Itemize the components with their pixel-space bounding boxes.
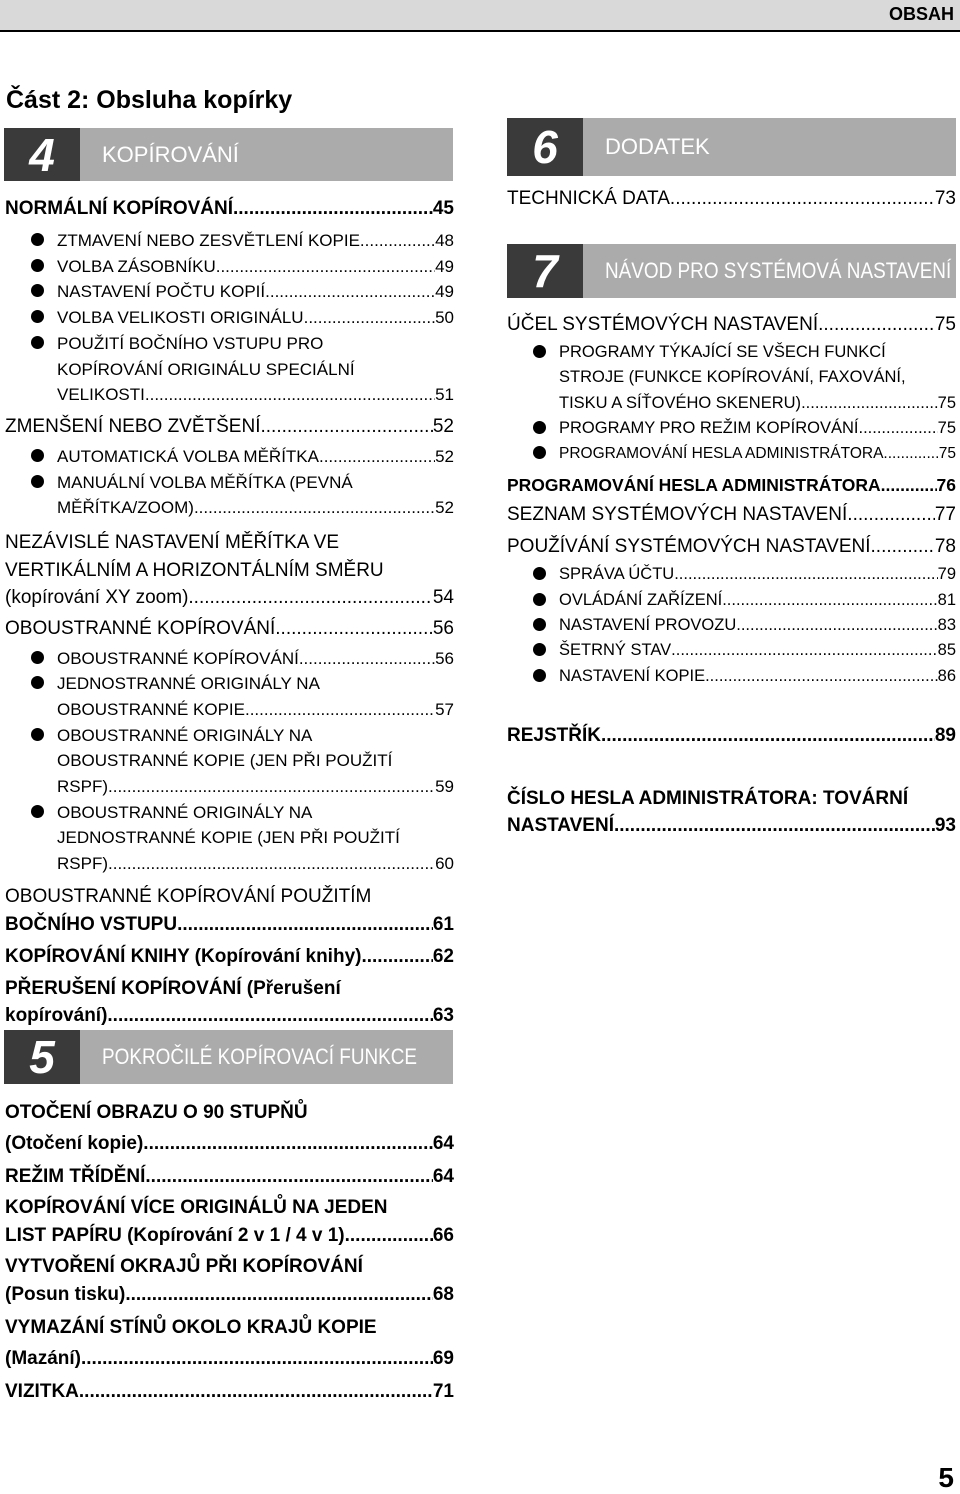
- bullet-icon: [31, 284, 44, 297]
- chapter-number: 5: [4, 1030, 80, 1084]
- chapter-title: POKROČILÉ KOPÍROVACÍ FUNKCE: [102, 1044, 418, 1069]
- toc-subentry[interactable]: POUŽITÍ BOČNÍHO VSTUPU PRO KOPÍROVÁNÍ ORIGINÁLU SPECIÁLNÍ VELIKOSTI ..... 51: [5, 331, 454, 408]
- toc-entry[interactable]: KOPÍROVÁNÍ VÍCE ORIGINÁLŮ NA JEDEN LIST PAPÍRU (Kopírování 2 v 1 / 4 v 1) ..... 66: [5, 1194, 454, 1250]
- toc-entry[interactable]: PŘERUŠENÍ KOPÍROVÁNÍ (Přerušení kopírování) ..... 63: [5, 975, 454, 1030]
- toc-subentry[interactable]: OBOUSTRANNÉ KOPÍROVÁNÍ ..... 56: [5, 646, 454, 672]
- toc-entry[interactable]: REŽIM TŘÍDĚNÍ ..... 64: [5, 1161, 454, 1192]
- toc-entry[interactable]: NORMÁLNÍ KOPÍROVÁNÍ ..... 45: [5, 196, 454, 222]
- page-number: 5: [938, 1462, 954, 1493]
- toc-subentry[interactable]: ŠETRNÝ STAV ..... 85: [507, 638, 956, 663]
- chapter-title: KOPÍROVÁNÍ: [102, 141, 239, 167]
- toc-subentry[interactable]: VOLBA ZÁSOBNÍKU ..... 49: [5, 254, 454, 280]
- bullet-icon: [533, 345, 546, 358]
- toc-entry[interactable]: NEZÁVISLÉ NASTAVENÍ MĚŘÍTKA VE VERTIKÁLNÍM A HORIZONTÁLNÍM SMĚRU (kopírování XY zoom) ..... 54: [5, 529, 454, 612]
- chapter-6-entries: [507, 186, 956, 212]
- chapter-7-header: [507, 244, 956, 298]
- chapter-5-header: [4, 1030, 453, 1084]
- chapter-7-entries: [507, 312, 956, 839]
- chapter-4-entries: [5, 196, 454, 1030]
- bullet-icon: [31, 310, 44, 323]
- toc-subentry[interactable]: OBOUSTRANNÉ ORIGINÁLY NA JEDNOSTRANNÉ KOPIE (JEN PŘI POUŽITÍ RSPF) ..... 60: [5, 800, 454, 877]
- toc-entry[interactable]: ÚČEL SYSTÉMOVÝCH NASTAVENÍ ..... 75: [507, 312, 956, 338]
- toc-entry[interactable]: VYMAZÁNÍ STÍNŮ OKOLO KRAJŮ KOPIE (Mazání) ..... 69: [5, 1312, 454, 1374]
- bullet-icon: [31, 676, 44, 689]
- toc-subentry[interactable]: SPRÁVA ÚČTU ..... 79: [507, 562, 956, 587]
- toc-entry[interactable]: TECHNICKÁ DATA ..... 73: [507, 186, 956, 212]
- bullet-icon: [31, 805, 44, 818]
- bullet-icon: [31, 728, 44, 741]
- toc-subentry[interactable]: OVLÁDÁNÍ ZAŘÍZENÍ ..... 81: [507, 588, 956, 613]
- chapter-number: 7: [507, 244, 583, 298]
- toc-entry[interactable]: POUŽÍVÁNÍ SYSTÉMOVÝCH NASTAVENÍ ..... 78: [507, 534, 956, 560]
- toc-subentry[interactable]: OBOUSTRANNÉ ORIGINÁLY NA OBOUSTRANNÉ KOPIE (JEN PŘI POUŽITÍ RSPF) ..... 59: [5, 723, 454, 800]
- toc-entry[interactable]: OTOČENÍ OBRAZU O 90 STUPŇŮ (Otočení kopie) ..... 64: [5, 1097, 454, 1159]
- toc-entry[interactable]: SEZNAM SYSTÉMOVÝCH NASTAVENÍ ..... 77: [507, 502, 956, 528]
- bullet-icon: [31, 651, 44, 664]
- header-label: OBSAH: [888, 4, 954, 24]
- toc-subentry[interactable]: JEDNOSTRANNÉ ORIGINÁLY NA OBOUSTRANNÉ KOPIE ..... 57: [5, 671, 454, 722]
- toc-entry[interactable]: REJSTŘÍK ..... 89: [507, 723, 956, 749]
- toc-entry[interactable]: OBOUSTRANNÉ KOPÍROVÁNÍ ..... 56: [5, 616, 454, 642]
- header-rule: [0, 30, 960, 32]
- bullet-icon: [533, 421, 546, 434]
- bullet-icon: [533, 643, 546, 656]
- chapter-title: DODATEK: [605, 134, 710, 159]
- toc-entry[interactable]: ČÍSLO HESLA ADMINISTRÁTORA: TOVÁRNÍ NASTAVENÍ ..... 93: [507, 785, 956, 839]
- toc-entry[interactable]: ZMENŠENÍ NEBO ZVĚTŠENÍ ..... 52: [5, 414, 454, 440]
- bullet-icon: [31, 336, 44, 349]
- toc-subentry[interactable]: VOLBA VELIKOSTI ORIGINÁLU ..... 50: [5, 305, 454, 331]
- bullet-icon: [31, 233, 44, 246]
- bullet-icon: [533, 593, 546, 606]
- toc-subentry[interactable]: PROGRAMY TÝKAJÍCÍ SE VŠECH FUNKCÍ STROJE (FUNKCE KOPÍROVÁNÍ, FAXOVÁNÍ, TISKU A SÍŤOVÉHO SKENERU) ..... 75: [507, 340, 956, 416]
- toc-subentry[interactable]: AUTOMATICKÁ VOLBA MĚŘÍTKA ..... 52: [5, 444, 454, 470]
- toc-entry[interactable]: OBOUSTRANNÉ KOPÍROVÁNÍ POUŽITÍM BOČNÍHO VSTUPU ..... 61: [5, 883, 454, 939]
- toc-entry[interactable]: VIZITKA ..... 71: [5, 1376, 454, 1407]
- toc-subentry[interactable]: ZTMAVENÍ NEBO ZESVĚTLENÍ KOPIE ..... 48: [5, 228, 454, 254]
- chapter-4-header: [4, 128, 453, 181]
- bullet-icon: [31, 449, 44, 462]
- toc-entry[interactable]: KOPÍROVÁNÍ KNIHY (Kopírování knihy) ..... 62: [5, 944, 454, 970]
- toc-subentry[interactable]: PROGRAMY PRO REŽIM KOPÍROVÁNÍ ..... 75: [507, 416, 956, 441]
- header-bar: [0, 0, 960, 30]
- chapter-6-header: [507, 118, 956, 176]
- bullet-icon: [533, 669, 546, 682]
- part-title: Část 2: Obsluha kopírky: [6, 86, 293, 114]
- chapter-number: 6: [507, 118, 583, 176]
- toc-subentry[interactable]: NASTAVENÍ POČTU KOPIÍ ..... 49: [5, 279, 454, 305]
- chapter-title: NÁVOD PRO SYSTÉMOVÁ NASTAVENÍ: [605, 258, 952, 283]
- toc-entry[interactable]: VYTVOŘENÍ OKRAJŮ PŘI KOPÍROVÁNÍ (Posun tisku) ..... 68: [5, 1253, 454, 1309]
- toc-subentry[interactable]: PROGRAMOVÁNÍ HESLA ADMINISTRÁTORA ..... 75: [507, 441, 956, 466]
- bullet-icon: [533, 567, 546, 580]
- bullet-icon: [31, 475, 44, 488]
- toc-subentry[interactable]: NASTAVENÍ PROVOZU ..... 83: [507, 613, 956, 638]
- bullet-icon: [533, 618, 546, 631]
- toc-subentry[interactable]: NASTAVENÍ KOPIE ..... 86: [507, 664, 956, 689]
- bullet-icon: [533, 446, 546, 459]
- chapter-number: 4: [4, 128, 80, 181]
- bullet-icon: [31, 259, 44, 272]
- toc-entry[interactable]: PROGRAMOVÁNÍ HESLA ADMINISTRÁTORA ..... 76: [507, 472, 956, 498]
- chapter-5-entries: [5, 1097, 454, 1407]
- toc-subentry[interactable]: MANUÁLNÍ VOLBA MĚŘÍTKA (PEVNÁ MĚŘÍTKA/ZOOM) ..... 52: [5, 470, 454, 521]
